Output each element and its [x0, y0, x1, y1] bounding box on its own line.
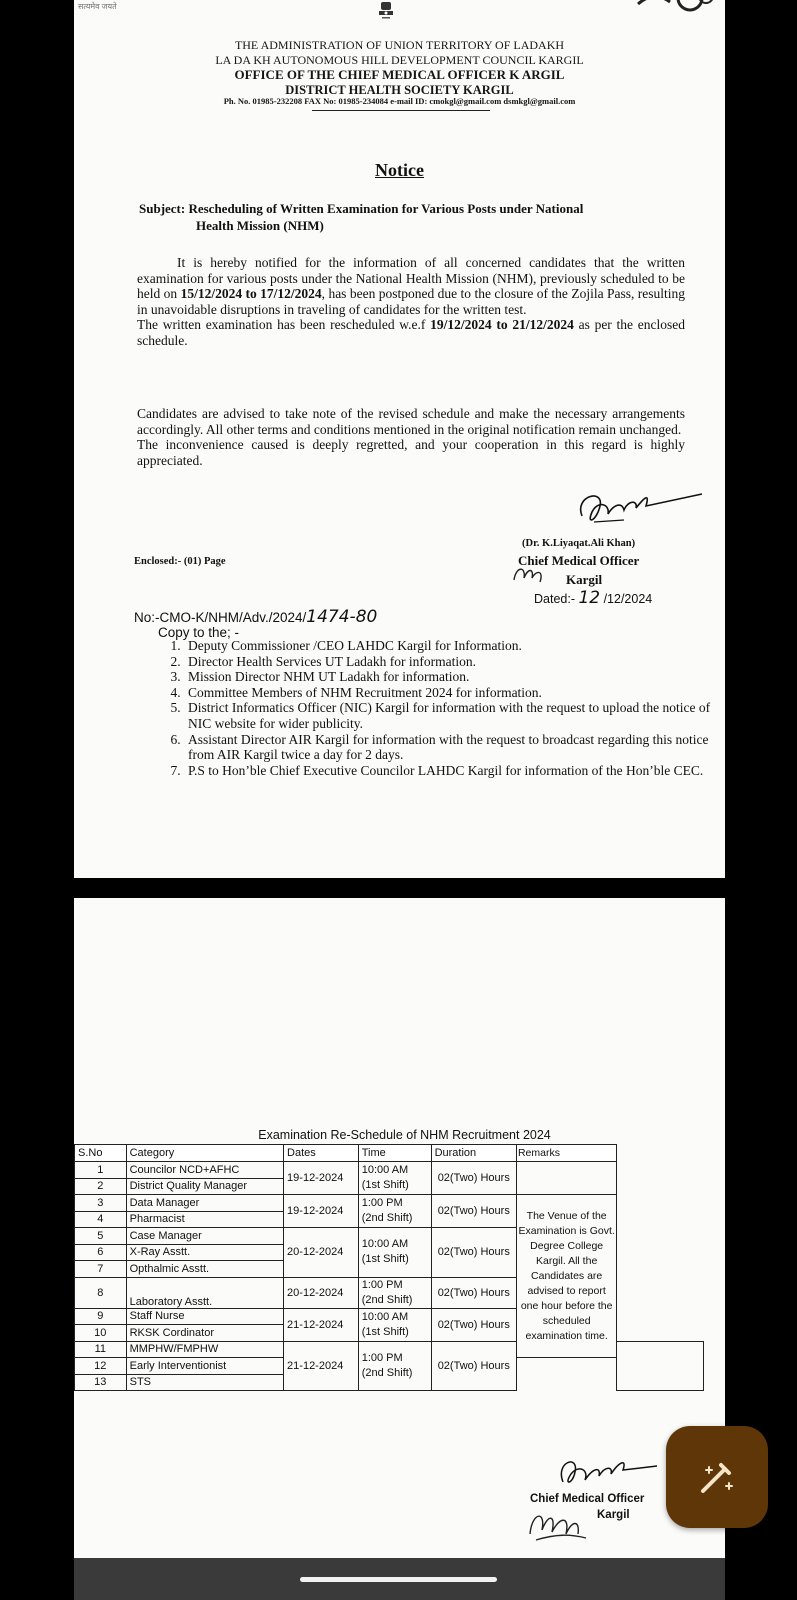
copy-item: 4. Committee Members of NHM Recruitment 2024 for information.	[184, 685, 724, 701]
table-row	[75, 1195, 704, 1212]
time-shift: (2nd Shift)	[361, 1366, 413, 1379]
para2-text-b: as per the enclosed schedule.	[137, 317, 685, 348]
time-value: 1:00 PM	[361, 1351, 403, 1364]
time-value: 1:00 PM	[361, 1197, 403, 1209]
time-shift: (1st Shift)	[361, 1179, 409, 1191]
cell-time	[358, 1195, 431, 1228]
cell-category: RKSK Cordinator	[126, 1325, 283, 1342]
initials-stamp-icon	[526, 1504, 598, 1544]
cell-duration: 02(Two) Hours	[431, 1341, 516, 1391]
cell-date: 21-12-2024	[284, 1341, 359, 1391]
notice-page	[74, 0, 725, 878]
cell-category: MMPHW/FMPHW	[126, 1341, 283, 1358]
cell-duration: 02(Two) Hours	[431, 1162, 516, 1195]
cell-date: 21-12-2024	[284, 1308, 359, 1341]
letterhead-line-1: THE ADMINISTRATION OF UNION TERRITORY OF LADAKH	[234, 38, 565, 52]
cell-remarks-empty	[617, 1341, 704, 1391]
cell-category: Case Manager	[126, 1228, 283, 1245]
cell-sno: 9	[75, 1308, 127, 1325]
cell-sno: 5	[75, 1228, 127, 1245]
edit-fab-button[interactable]	[666, 1426, 768, 1528]
copy-to-list	[164, 638, 724, 778]
cell-date: 20-12-2024	[284, 1277, 359, 1308]
cell-sno: 10	[75, 1325, 127, 1342]
copy-item: 6. Assistant Director AIR Kargil for information with the request to broadcast regarding this notice from AIR Kargil twice a day for 2 days.	[184, 732, 724, 763]
cell-duration: 02(Two) Hours	[431, 1228, 516, 1278]
dated-handwritten-day: 12	[578, 588, 601, 608]
signatory-place: Kargil	[566, 572, 603, 587]
letterhead-line-4: DISTRICT HEALTH SOCIETY KARGIL	[285, 83, 514, 97]
time-value: 1:00 PM	[361, 1278, 403, 1291]
cell-date: 19-12-2024	[284, 1162, 359, 1195]
cell-time	[358, 1228, 431, 1278]
national-emblem-icon	[374, 0, 398, 22]
magic-wand-icon	[695, 1455, 739, 1499]
cell-time	[358, 1308, 431, 1341]
cell-sno: 6	[75, 1244, 127, 1261]
subject-line-2: Health Mission (NHM)	[196, 218, 324, 233]
para2-text-a: The written examination has been rescheduled w.e.f	[137, 317, 431, 332]
cell-remarks-empty	[516, 1162, 616, 1195]
schedule-signatory-title: Chief Medical Officer	[530, 1493, 645, 1505]
schedule-signatory-place: Kargil	[597, 1509, 630, 1521]
cell-sno: 2	[75, 1178, 127, 1195]
cell-time	[358, 1277, 431, 1308]
dated-line	[534, 588, 652, 608]
cell-category: X-Ray Asstt.	[126, 1244, 283, 1261]
cell-sno: 11	[75, 1341, 127, 1358]
para1-text-b: , has been postponed due to the closure of the Zojila Pass, resulting in unavoidable disruptions in traveling of candidates for the written test.	[137, 286, 686, 317]
cell-category: Staff Nurse	[126, 1308, 283, 1325]
cell-sno: 13	[75, 1374, 127, 1391]
cell-remarks: The Venue of the Examination is Govt. Degree College Kargil. All the Candidates are advised to report one hour before the scheduled examination time.	[516, 1195, 616, 1358]
column-header: S.No	[75, 1145, 127, 1162]
enclosure-note: Enclosed:- (01) Page	[134, 556, 226, 567]
cell-category: STS	[126, 1374, 283, 1391]
cell-category: Councilor NCD+AFHC	[126, 1162, 283, 1179]
reference-number	[134, 607, 377, 627]
table-row	[75, 1162, 704, 1179]
cell-sno: 3	[75, 1195, 127, 1212]
cell-sno: 7	[75, 1261, 127, 1278]
letterhead-contact: Ph. No. 01985-232208 FAX No: 01985-234084 e-mail ID: cmokgl@gmail.com dsmkgl@gmail.com	[223, 96, 576, 106]
cell-duration: 02(Two) Hours	[431, 1308, 516, 1341]
table-header-row	[75, 1145, 704, 1162]
cell-duration: 02(Two) Hours	[431, 1277, 516, 1308]
cell-date: 20-12-2024	[284, 1228, 359, 1278]
copy-item: 3. Mission Director NHM UT Ladakh for information.	[184, 669, 724, 685]
cell-time	[358, 1162, 431, 1195]
cell-sno: 1	[75, 1162, 127, 1179]
schedule-page	[74, 898, 725, 1558]
para2-date: 19/12/2024 to 21/12/2024	[430, 317, 574, 332]
signature-icon	[564, 486, 704, 536]
copy-item: 7. P.S to Hon’ble Chief Executive Councilor LAHDC Kargil for information of the Hon’ble CEC.	[184, 763, 724, 779]
column-header: Time	[358, 1145, 431, 1162]
schedule-table	[74, 1144, 704, 1391]
subject-line-1: Subject: Rescheduling of Written Examination for Various Posts under National	[139, 201, 584, 216]
cell-time	[358, 1341, 431, 1391]
cell-date: 19-12-2024	[284, 1195, 359, 1228]
letterhead-line-3: OFFICE OF THE CHIEF MEDICAL OFFICER K ARGIL	[234, 67, 565, 82]
time-shift: (1st Shift)	[361, 1325, 409, 1338]
column-header: Category	[126, 1145, 283, 1162]
cell-sno: 4	[75, 1211, 127, 1228]
time-value: 10:00 AM	[361, 1310, 409, 1323]
para3-text: Candidates are advised to take note of the revised schedule and make the necessary arrangements accordingly. All other terms and conditions mentioned in the original notification remain unchanged.	[137, 406, 685, 437]
column-header: Remarks	[516, 1145, 616, 1162]
cell-category: District Quality Manager	[126, 1178, 283, 1195]
cell-category: Opthalmic Asstt.	[126, 1261, 283, 1278]
time-shift: (1st Shift)	[361, 1253, 409, 1266]
dated-suffix: /12/2024	[600, 592, 653, 606]
para1-date: 15/12/2024 to 17/12/2024	[180, 286, 322, 301]
copy-item: 5. District Informatics Officer (NIC) Kargil for information with the request to upload the notice of NIC website for wider publicity.	[184, 700, 724, 731]
dated-prefix: Dated:-	[534, 592, 579, 606]
ref-prefix: No:-CMO-K/NHM/Adv./2024/	[134, 610, 307, 625]
emblem-caption: सत्यमेव जयते	[78, 2, 117, 11]
cell-category: Early Interventionist	[126, 1358, 283, 1375]
ref-handwritten: 1474-80	[306, 607, 378, 627]
column-header: Duration	[431, 1145, 516, 1162]
column-header: Dates	[284, 1145, 359, 1162]
signatory-name: (Dr. K.Liyaqat.Ali Khan)	[522, 538, 636, 549]
time-shift: (2nd Shift)	[361, 1212, 413, 1224]
notice-body-1	[137, 255, 685, 348]
time-shift: (2nd Shift)	[361, 1293, 413, 1306]
notice-heading: Notice	[375, 160, 424, 180]
cell-sno: 8	[75, 1277, 127, 1308]
signatory-title: Chief Medical Officer	[518, 553, 640, 568]
copy-to-label: Copy to the; -	[158, 625, 240, 640]
notice-body-2	[137, 406, 685, 468]
letterhead-line-2: LA DA KH AUTONOMOUS HILL DEVELOPMENT COUNCIL KARGIL	[215, 53, 584, 67]
time-value: 10:00 AM	[361, 1238, 409, 1251]
para1-text-a: It is hereby notified for the information of all concerned candidates that the written examination for various posts under the National Health Mission (NHM), previously scheduled to be held on	[137, 255, 685, 301]
letterhead-rule	[312, 110, 490, 111]
para4-text: The inconvenience caused is deeply regretted, and your cooperation in this regard is highly appreciated.	[137, 437, 685, 468]
copy-item: 2. Director Health Services UT Ladakh for information.	[184, 654, 724, 670]
nhm-logo-icon	[630, 0, 716, 16]
cell-category: Data Manager	[126, 1195, 283, 1212]
initials-stamp-icon	[510, 562, 550, 588]
copy-item: 1. Deputy Commissioner /CEO LAHDC Kargil for Information.	[184, 638, 724, 654]
cell-sno: 12	[75, 1358, 127, 1375]
cell-category: Laboratory Asstt.	[126, 1277, 283, 1308]
schedule-title: Examination Re-Schedule of NHM Recruitment 2024	[258, 1128, 551, 1142]
signature-icon	[549, 1450, 659, 1495]
notice-subject	[139, 200, 684, 234]
cell-duration: 02(Two) Hours	[431, 1195, 516, 1228]
time-value: 10:00 AM	[361, 1164, 409, 1176]
cell-category: Pharmacist	[126, 1211, 283, 1228]
home-indicator[interactable]	[300, 1577, 497, 1582]
